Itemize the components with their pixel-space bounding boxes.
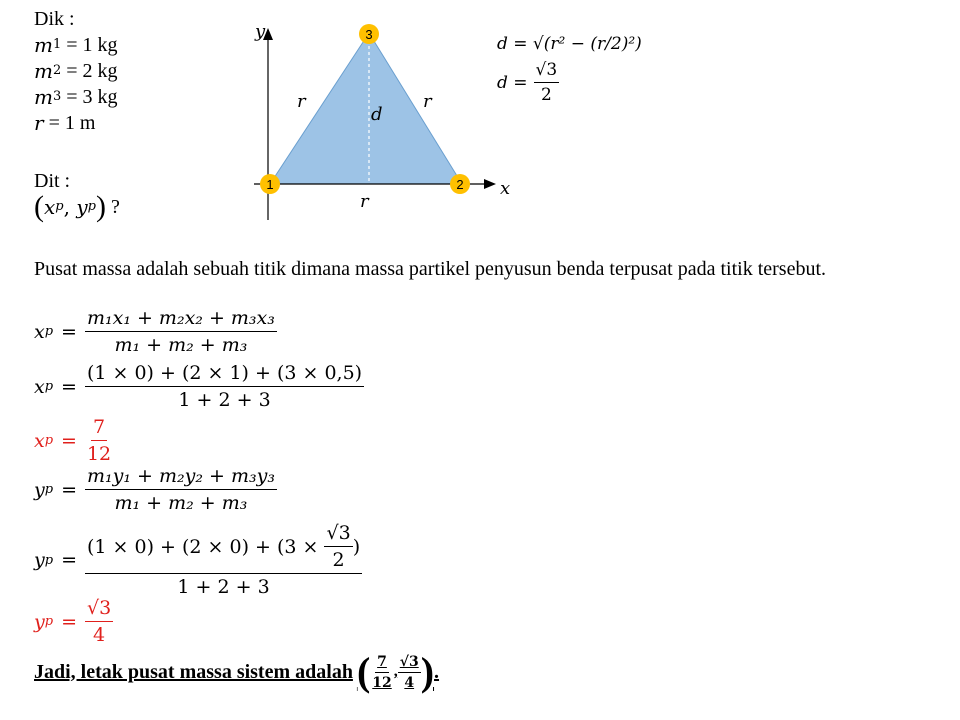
side-label-left: r — [297, 91, 306, 112]
given-heading: Dik : — [34, 8, 75, 30]
height-formula — [497, 34, 642, 105]
x-axis-label: x — [500, 178, 511, 199]
conclusion: Jadi, letak pusat massa sistem adalah ( $\frac{7}{12}$ , $\frac{√3}{4}$ ) . — [34, 649, 440, 694]
given-m2: m 2 = 2 kg — [34, 59, 118, 83]
asked-block — [34, 168, 120, 222]
definition-text: Pusat massa adalah sebuah titik dimana massa partikel penyusun benda terpusat pada titik tersebut. — [34, 258, 827, 280]
given-r: r = 1 m — [34, 111, 96, 135]
point-2-label: 2 — [456, 177, 464, 192]
side-label-right: r — [423, 91, 432, 112]
xp-result: x p = $\frac{7}{12}$ — [34, 416, 112, 465]
triangle-diagram — [240, 10, 530, 225]
height-formula-line1: d = √(r² − (r/2)²) — [497, 34, 642, 54]
x-axis-arrow — [484, 179, 496, 189]
given-m1: m 1 = 1 kg — [34, 33, 118, 57]
height-label: d — [371, 104, 383, 125]
yp-substitution: y p = (1 × 0) + (2 × 0) + (3 × $\frac{√3}{2}$ ) 1 + 2 + 3 — [34, 522, 361, 598]
y-axis-label: y — [255, 21, 266, 42]
height-fraction: $\frac{√3}{2}$ — [535, 60, 558, 105]
yp-formula: y p = $\frac{\text{m₁y₁ + m₂y₂ + m₃y₃}}{\text{m₁ + m₂ + m₃}}$ — [34, 465, 275, 514]
height-formula-line2: d = $\frac{√3}{2}$ — [497, 60, 558, 105]
point-3-label: 3 — [365, 27, 373, 42]
side-label-bottom: r — [360, 191, 369, 212]
asked-heading: Dit : — [34, 170, 71, 192]
point-1-label: 1 — [266, 177, 274, 192]
xp-substitution: x p = $\frac{(1 \times 0) + (2 \times 1) + (3 \times 0,5)}{1 + 2 + 3}$ — [34, 362, 363, 411]
given-block — [34, 6, 118, 136]
given-m3: m 3 = 3 kg — [34, 85, 118, 109]
yp-result: y p = $\frac{√3}{4}$ — [34, 597, 112, 646]
xp-formula: x p = $\frac{\text{m₁x₁ + m₂x₂ + m₃x₃}}{\text{m₁ + m₂ + m₃}}$ — [34, 307, 275, 356]
asked-expression: ( x p , y p ) ? — [34, 190, 120, 223]
